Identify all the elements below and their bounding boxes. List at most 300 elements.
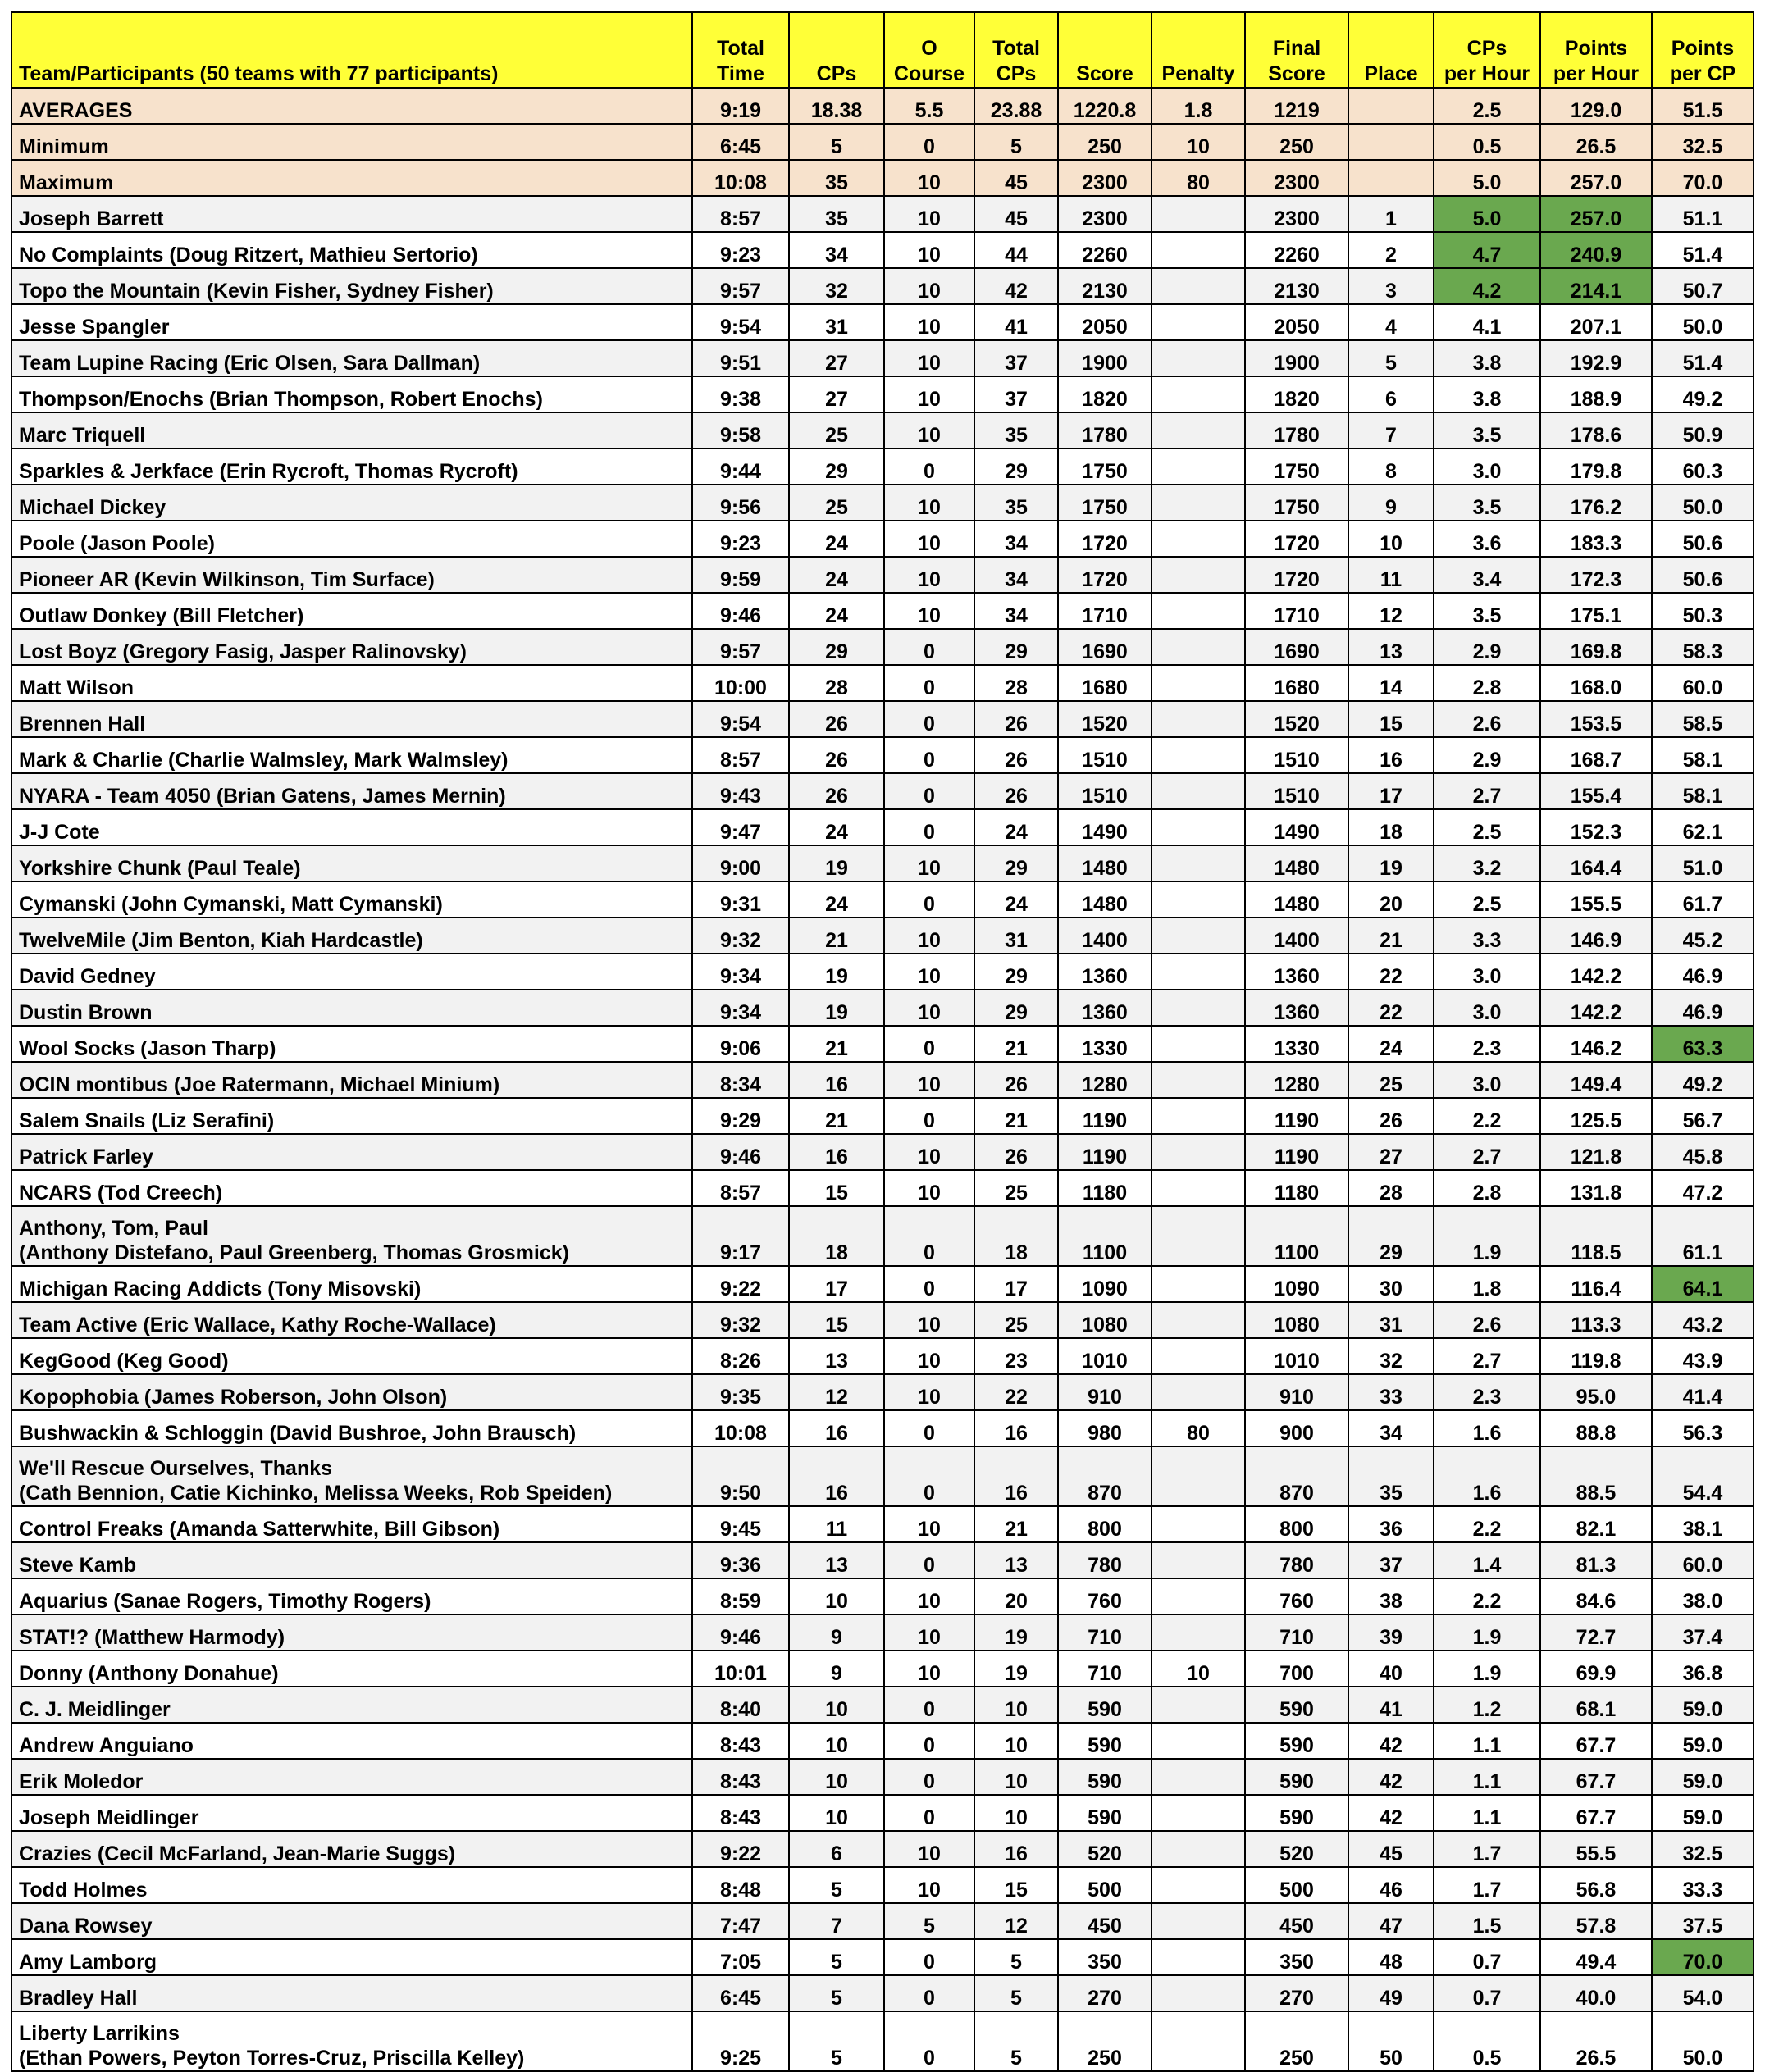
cell-final-score: 1510 [1245, 773, 1348, 809]
cell-points-per-hour: 131.8 [1540, 1170, 1652, 1206]
cell-cps-per-hour: 1.5 [1434, 1903, 1540, 1939]
cell-total-cps: 20 [974, 1578, 1058, 1614]
cell-points-per-cp: 32.5 [1652, 124, 1754, 160]
cell-score: 1280 [1058, 1062, 1152, 1098]
cell-points-per-cp: 33.3 [1652, 1867, 1754, 1903]
cell-points-per-cp: 56.3 [1652, 1410, 1754, 1446]
cell-score: 2300 [1058, 160, 1152, 196]
team-row [11, 954, 1754, 990]
cell-penalty [1152, 1687, 1245, 1723]
team-row [11, 773, 1754, 809]
cell-penalty [1152, 665, 1245, 701]
cell-total-cps: 21 [974, 1506, 1058, 1542]
summary-row [11, 160, 1754, 196]
cell-team: Marc Triquell [11, 412, 692, 449]
cell-cps: 13 [789, 1542, 884, 1578]
team-row [11, 1614, 1754, 1651]
cell-points-per-hour: 183.3 [1540, 521, 1652, 557]
cell-final-score: 450 [1245, 1903, 1348, 1939]
cell-cps: 15 [789, 1302, 884, 1338]
cell-points-per-hour: 113.3 [1540, 1302, 1652, 1338]
cell-points-per-hour: 164.4 [1540, 845, 1652, 881]
cell-total-cps: 19 [974, 1651, 1058, 1687]
cell-penalty: 80 [1152, 1410, 1245, 1446]
cell-final-score: 1710 [1245, 593, 1348, 629]
cell-cps-per-hour: 1.6 [1434, 1446, 1540, 1506]
cell-total-cps: 5 [974, 1975, 1058, 2011]
cell-score: 1480 [1058, 845, 1152, 881]
cell-score: 1360 [1058, 954, 1152, 990]
cell-score: 2050 [1058, 304, 1152, 340]
cell-cps-per-hour: 2.6 [1434, 701, 1540, 737]
cell-final-score: 2300 [1245, 196, 1348, 232]
cell-final-score: 1480 [1245, 881, 1348, 918]
cell-cps: 9 [789, 1614, 884, 1651]
cell-score: 1180 [1058, 1170, 1152, 1206]
cell-team: Yorkshire Chunk (Paul Teale) [11, 845, 692, 881]
cell-cps-per-hour: 3.0 [1434, 449, 1540, 485]
cell-o-course: 10 [884, 160, 974, 196]
header-total-time: Total Time [692, 12, 789, 88]
cell-total-cps: 23.88 [974, 88, 1058, 124]
cell-score: 1400 [1058, 918, 1152, 954]
cell-o-course: 10 [884, 1062, 974, 1098]
cell-cps: 7 [789, 1903, 884, 1939]
team-row [11, 1206, 1754, 1266]
team-row [11, 1134, 1754, 1170]
cell-o-course: 10 [884, 376, 974, 412]
cell-total-time: 9:47 [692, 809, 789, 845]
cell-o-course: 0 [884, 701, 974, 737]
cell-penalty [1152, 1062, 1245, 1098]
cell-points-per-cp: 59.0 [1652, 1795, 1754, 1831]
cell-total-time: 9:17 [692, 1206, 789, 1266]
cell-penalty [1152, 304, 1245, 340]
cell-cps-per-hour: 2.6 [1434, 1302, 1540, 1338]
cell-score: 760 [1058, 1578, 1152, 1614]
cell-place: 34 [1348, 1410, 1434, 1446]
cell-final-score: 1400 [1245, 918, 1348, 954]
cell-points-per-cp: 60.0 [1652, 665, 1754, 701]
cell-total-time: 9:06 [692, 1026, 789, 1062]
cell-penalty [1152, 1026, 1245, 1062]
cell-team: Team Active (Eric Wallace, Kathy Roche-Wallace) [11, 1302, 692, 1338]
cell-points-per-hour: 240.9 [1540, 232, 1652, 268]
cell-place: 12 [1348, 593, 1434, 629]
cell-score: 870 [1058, 1446, 1152, 1506]
cell-o-course: 0 [884, 1759, 974, 1795]
cell-points-per-hour: 55.5 [1540, 1831, 1652, 1867]
team-row [11, 1062, 1754, 1098]
cell-o-course: 0 [884, 1975, 974, 2011]
cell-points-per-hour: 119.8 [1540, 1338, 1652, 1374]
team-row [11, 701, 1754, 737]
cell-total-time: 8:48 [692, 1867, 789, 1903]
cell-cps: 19 [789, 845, 884, 881]
cell-place: 18 [1348, 809, 1434, 845]
cell-place: 49 [1348, 1975, 1434, 2011]
cell-total-cps: 21 [974, 1026, 1058, 1062]
team-row [11, 1687, 1754, 1723]
cell-total-time: 8:59 [692, 1578, 789, 1614]
cell-points-per-cp: 49.2 [1652, 1062, 1754, 1098]
cell-team: KegGood (Keg Good) [11, 1338, 692, 1374]
cell-points-per-cp: 51.4 [1652, 340, 1754, 376]
cell-penalty [1152, 1302, 1245, 1338]
cell-total-cps: 45 [974, 160, 1058, 196]
cell-o-course: 10 [884, 1651, 974, 1687]
cell-place: 15 [1348, 701, 1434, 737]
cell-final-score: 800 [1245, 1506, 1348, 1542]
cell-team: Jesse Spangler [11, 304, 692, 340]
cell-place: 10 [1348, 521, 1434, 557]
cell-team: NYARA - Team 4050 (Brian Gatens, James Mernin) [11, 773, 692, 809]
cell-cps-per-hour: 3.5 [1434, 485, 1540, 521]
cell-cps: 32 [789, 268, 884, 304]
cell-total-time: 9:57 [692, 629, 789, 665]
cell-total-time: 10:08 [692, 160, 789, 196]
cell-points-per-cp: 64.1 [1652, 1266, 1754, 1302]
cell-total-time: 9:23 [692, 232, 789, 268]
cell-score: 1690 [1058, 629, 1152, 665]
cell-place: 42 [1348, 1759, 1434, 1795]
cell-total-cps: 5 [974, 1939, 1058, 1975]
cell-penalty [1152, 196, 1245, 232]
cell-final-score: 1780 [1245, 412, 1348, 449]
cell-points-per-hour: 67.7 [1540, 1795, 1652, 1831]
cell-score: 1900 [1058, 340, 1152, 376]
cell-place: 22 [1348, 990, 1434, 1026]
cell-cps-per-hour: 2.8 [1434, 1170, 1540, 1206]
cell-o-course: 10 [884, 1338, 974, 1374]
cell-cps-per-hour: 3.3 [1434, 918, 1540, 954]
cell-place: 5 [1348, 340, 1434, 376]
cell-o-course: 10 [884, 845, 974, 881]
cell-penalty [1152, 1831, 1245, 1867]
cell-o-course: 10 [884, 196, 974, 232]
team-row [11, 918, 1754, 954]
team-row [11, 557, 1754, 593]
cell-final-score: 700 [1245, 1651, 1348, 1687]
cell-total-cps: 26 [974, 701, 1058, 737]
cell-points-per-hour: 88.5 [1540, 1446, 1652, 1506]
cell-points-per-hour: 81.3 [1540, 1542, 1652, 1578]
cell-total-time: 9:44 [692, 449, 789, 485]
cell-total-cps: 26 [974, 1062, 1058, 1098]
cell-points-per-hour: 40.0 [1540, 1975, 1652, 2011]
cell-points-per-hour: 95.0 [1540, 1374, 1652, 1410]
cell-points-per-hour: 146.2 [1540, 1026, 1652, 1062]
cell-o-course: 10 [884, 412, 974, 449]
cell-place: 47 [1348, 1903, 1434, 1939]
cell-o-course: 0 [884, 629, 974, 665]
cell-total-cps: 10 [974, 1759, 1058, 1795]
cell-points-per-hour: 57.8 [1540, 1903, 1652, 1939]
cell-cps: 10 [789, 1795, 884, 1831]
cell-team: No Complaints (Doug Ritzert, Mathieu Sertorio) [11, 232, 692, 268]
cell-points-per-cp: 37.5 [1652, 1903, 1754, 1939]
header-o-course: O Course [884, 12, 974, 88]
cell-cps-per-hour: 3.8 [1434, 376, 1540, 412]
cell-o-course: 10 [884, 1867, 974, 1903]
cell-o-course: 0 [884, 1939, 974, 1975]
cell-total-cps: 21 [974, 1098, 1058, 1134]
cell-total-time: 9:34 [692, 990, 789, 1026]
cell-final-score: 1180 [1245, 1170, 1348, 1206]
cell-cps-per-hour: 4.7 [1434, 232, 1540, 268]
summary-row [11, 124, 1754, 160]
cell-final-score: 1690 [1245, 629, 1348, 665]
cell-cps-per-hour: 1.6 [1434, 1410, 1540, 1446]
cell-cps-per-hour: 2.2 [1434, 1506, 1540, 1542]
cell-penalty [1152, 1975, 1245, 2011]
cell-cps: 5 [789, 2011, 884, 2071]
cell-final-score: 500 [1245, 1867, 1348, 1903]
cell-team: Joseph Meidlinger [11, 1795, 692, 1831]
cell-points-per-cp: 45.2 [1652, 918, 1754, 954]
cell-total-time: 10:00 [692, 665, 789, 701]
cell-total-cps: 29 [974, 629, 1058, 665]
cell-place: 40 [1348, 1651, 1434, 1687]
cell-points-per-hour: 26.5 [1540, 124, 1652, 160]
header-points-per-hour: Points per Hour [1540, 12, 1652, 88]
cell-total-time: 9:34 [692, 954, 789, 990]
cell-points-per-hour: 168.0 [1540, 665, 1652, 701]
cell-points-per-hour: 68.1 [1540, 1687, 1652, 1723]
cell-team: David Gedney [11, 954, 692, 990]
cell-team: Maximum [11, 160, 692, 196]
cell-points-per-hour: 192.9 [1540, 340, 1652, 376]
cell-total-cps: 42 [974, 268, 1058, 304]
cell-final-score: 1330 [1245, 1026, 1348, 1062]
cell-score: 500 [1058, 1867, 1152, 1903]
cell-total-cps: 10 [974, 1723, 1058, 1759]
cell-points-per-hour: 142.2 [1540, 954, 1652, 990]
cell-points-per-cp: 59.0 [1652, 1723, 1754, 1759]
cell-cps: 10 [789, 1687, 884, 1723]
cell-final-score: 1510 [1245, 737, 1348, 773]
cell-penalty [1152, 557, 1245, 593]
cell-cps: 5 [789, 1975, 884, 2011]
cell-score: 1510 [1058, 737, 1152, 773]
cell-team: Dustin Brown [11, 990, 692, 1026]
cell-total-time: 9:29 [692, 1098, 789, 1134]
cell-points-per-cp: 32.5 [1652, 1831, 1754, 1867]
cell-cps: 5 [789, 1867, 884, 1903]
cell-final-score: 1720 [1245, 557, 1348, 593]
cell-score: 250 [1058, 2011, 1152, 2071]
cell-points-per-cp: 38.1 [1652, 1506, 1754, 1542]
cell-total-cps: 23 [974, 1338, 1058, 1374]
cell-penalty: 1.8 [1152, 88, 1245, 124]
cell-cps-per-hour: 0.7 [1434, 1939, 1540, 1975]
cell-total-cps: 17 [974, 1266, 1058, 1302]
team-row [11, 1542, 1754, 1578]
cell-score: 590 [1058, 1723, 1152, 1759]
cell-final-score: 1280 [1245, 1062, 1348, 1098]
cell-penalty [1152, 1098, 1245, 1134]
cell-penalty [1152, 737, 1245, 773]
cell-o-course: 0 [884, 881, 974, 918]
cell-cps-per-hour: 1.1 [1434, 1795, 1540, 1831]
cell-place: 48 [1348, 1939, 1434, 1975]
cell-score: 350 [1058, 1939, 1152, 1975]
cell-penalty [1152, 1506, 1245, 1542]
team-row [11, 1170, 1754, 1206]
team-row [11, 1759, 1754, 1795]
cell-final-score: 1080 [1245, 1302, 1348, 1338]
cell-cps-per-hour: 1.1 [1434, 1759, 1540, 1795]
cell-points-per-cp: 50.6 [1652, 521, 1754, 557]
cell-points-per-hour: 257.0 [1540, 196, 1652, 232]
cell-place: 19 [1348, 845, 1434, 881]
cell-cps-per-hour: 2.7 [1434, 1338, 1540, 1374]
cell-o-course: 10 [884, 593, 974, 629]
cell-final-score: 1750 [1245, 485, 1348, 521]
cell-total-cps: 10 [974, 1795, 1058, 1831]
cell-place: 42 [1348, 1795, 1434, 1831]
cell-score: 1720 [1058, 557, 1152, 593]
team-row [11, 1026, 1754, 1062]
cell-penalty [1152, 954, 1245, 990]
team-row [11, 376, 1754, 412]
cell-points-per-cp: 46.9 [1652, 954, 1754, 990]
cell-score: 800 [1058, 1506, 1152, 1542]
cell-o-course: 5 [884, 1903, 974, 1939]
cell-penalty [1152, 449, 1245, 485]
cell-points-per-hour: 67.7 [1540, 1723, 1652, 1759]
cell-final-score: 250 [1245, 2011, 1348, 2071]
team-row [11, 1266, 1754, 1302]
cell-total-cps: 44 [974, 232, 1058, 268]
cell-place: 1 [1348, 196, 1434, 232]
cell-cps: 19 [789, 954, 884, 990]
cell-cps: 9 [789, 1651, 884, 1687]
cell-total-time: 9:59 [692, 557, 789, 593]
cell-total-time: 8:43 [692, 1723, 789, 1759]
header-points-per-cp: Points per CP [1652, 12, 1754, 88]
cell-o-course: 5.5 [884, 88, 974, 124]
cell-points-per-hour: 169.8 [1540, 629, 1652, 665]
cell-penalty [1152, 1578, 1245, 1614]
header-cps-per-hour: CPs per Hour [1434, 12, 1540, 88]
cell-final-score: 1490 [1245, 809, 1348, 845]
cell-penalty [1152, 268, 1245, 304]
cell-penalty [1152, 2011, 1245, 2071]
cell-o-course: 0 [884, 665, 974, 701]
cell-final-score: 1520 [1245, 701, 1348, 737]
cell-score: 780 [1058, 1542, 1152, 1578]
cell-total-time: 9:57 [692, 268, 789, 304]
team-row [11, 665, 1754, 701]
cell-team: Michigan Racing Addicts (Tony Misovski) [11, 1266, 692, 1302]
cell-total-cps: 31 [974, 918, 1058, 954]
cell-place: 27 [1348, 1134, 1434, 1170]
cell-cps: 5 [789, 124, 884, 160]
cell-o-course: 0 [884, 1795, 974, 1831]
team-row [11, 1098, 1754, 1134]
cell-team: Mark & Charlie (Charlie Walmsley, Mark Walmsley) [11, 737, 692, 773]
cell-points-per-cp: 51.1 [1652, 196, 1754, 232]
cell-penalty: 80 [1152, 160, 1245, 196]
cell-penalty [1152, 629, 1245, 665]
cell-points-per-cp: 36.8 [1652, 1651, 1754, 1687]
cell-score: 1780 [1058, 412, 1152, 449]
cell-final-score: 270 [1245, 1975, 1348, 2011]
cell-total-time: 10:01 [692, 1651, 789, 1687]
cell-cps-per-hour: 4.2 [1434, 268, 1540, 304]
team-row [11, 232, 1754, 268]
cell-total-time: 9:51 [692, 340, 789, 376]
cell-o-course: 10 [884, 1614, 974, 1651]
team-row [11, 1338, 1754, 1374]
cell-total-time: 9:54 [692, 701, 789, 737]
cell-place: 26 [1348, 1098, 1434, 1134]
cell-penalty [1152, 1134, 1245, 1170]
cell-final-score: 590 [1245, 1723, 1348, 1759]
team-row [11, 629, 1754, 665]
cell-points-per-cp: 58.3 [1652, 629, 1754, 665]
cell-team: Dana Rowsey [11, 1903, 692, 1939]
cell-cps: 21 [789, 1026, 884, 1062]
cell-points-per-cp: 43.2 [1652, 1302, 1754, 1338]
cell-o-course: 0 [884, 124, 974, 160]
cell-o-course: 10 [884, 557, 974, 593]
header-final-score: Final Score [1245, 12, 1348, 88]
cell-cps: 18.38 [789, 88, 884, 124]
cell-points-per-hour: 175.1 [1540, 593, 1652, 629]
cell-score: 710 [1058, 1651, 1152, 1687]
team-row [11, 1903, 1754, 1939]
cell-total-time: 9:58 [692, 412, 789, 449]
cell-total-time: 7:05 [692, 1939, 789, 1975]
cell-team: Control Freaks (Amanda Satterwhite, Bill Gibson) [11, 1506, 692, 1542]
cell-team: STAT!? (Matthew Harmody) [11, 1614, 692, 1651]
cell-team: J-J Cote [11, 809, 692, 845]
cell-team: Aquarius (Sanae Rogers, Timothy Rogers) [11, 1578, 692, 1614]
cell-team: Kopophobia (James Roberson, John Olson) [11, 1374, 692, 1410]
cell-total-time: 9:31 [692, 881, 789, 918]
cell-final-score: 1100 [1245, 1206, 1348, 1266]
cell-o-course: 10 [884, 1170, 974, 1206]
cell-score: 590 [1058, 1795, 1152, 1831]
cell-penalty [1152, 881, 1245, 918]
cell-team: Cymanski (John Cymanski, Matt Cymanski) [11, 881, 692, 918]
cell-final-score: 1219 [1245, 88, 1348, 124]
cell-penalty [1152, 990, 1245, 1026]
cell-place: 16 [1348, 737, 1434, 773]
cell-total-cps: 29 [974, 990, 1058, 1026]
cell-cps: 34 [789, 232, 884, 268]
team-row [11, 1939, 1754, 1975]
cell-points-per-hour: 67.7 [1540, 1759, 1652, 1795]
cell-points-per-hour: 214.1 [1540, 268, 1652, 304]
cell-team: Joseph Barrett [11, 196, 692, 232]
cell-o-course: 0 [884, 1026, 974, 1062]
cell-team: Erik Moledor [11, 1759, 692, 1795]
cell-cps-per-hour: 2.3 [1434, 1026, 1540, 1062]
cell-team: Outlaw Donkey (Bill Fletcher) [11, 593, 692, 629]
cell-total-time: 9:38 [692, 376, 789, 412]
cell-score: 1820 [1058, 376, 1152, 412]
cell-team: Steve Kamb [11, 1542, 692, 1578]
cell-total-cps: 16 [974, 1410, 1058, 1446]
cell-total-cps: 13 [974, 1542, 1058, 1578]
cell-points-per-cp: 37.4 [1652, 1614, 1754, 1651]
cell-total-cps: 29 [974, 449, 1058, 485]
cell-points-per-cp: 50.9 [1652, 412, 1754, 449]
cell-place [1348, 160, 1434, 196]
